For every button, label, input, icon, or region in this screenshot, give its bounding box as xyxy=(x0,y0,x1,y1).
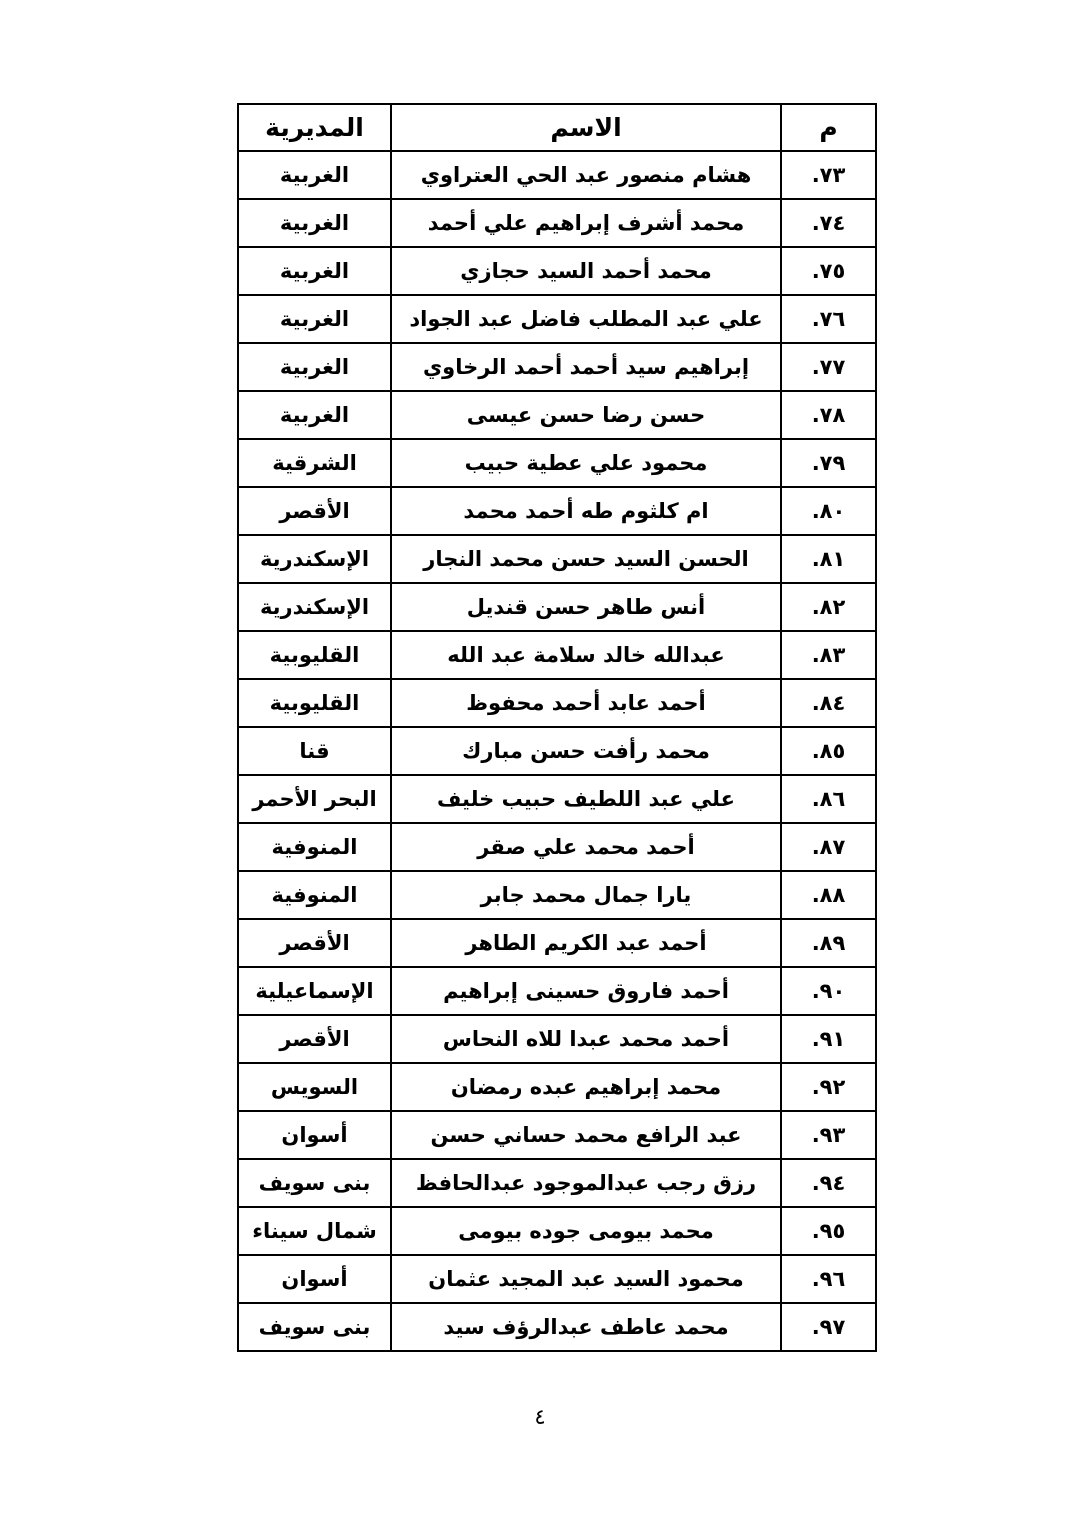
serial-cell: ٩٢. xyxy=(781,1063,876,1111)
name-cell: علي عبد اللطيف حبيب خليف xyxy=(391,775,781,823)
name-cell: أحمد عبد الكريم الطاهر xyxy=(391,919,781,967)
serial-cell: ٨٢. xyxy=(781,583,876,631)
table-row xyxy=(238,391,876,439)
directorate-cell: السويس xyxy=(238,1063,391,1111)
name-cell: محمد رأفت حسن مبارك xyxy=(391,727,781,775)
table-row xyxy=(238,343,876,391)
name-cell: أحمد محمد عبدا للاه النحاس xyxy=(391,1015,781,1063)
header-serial: م xyxy=(781,104,876,151)
name-cell: علي عبد المطلب فاضل عبد الجواد xyxy=(391,295,781,343)
directorate-cell: الأقصر xyxy=(238,1015,391,1063)
name-cell: محمد بيومى جوده بيومى xyxy=(391,1207,781,1255)
serial-cell: ٩١. xyxy=(781,1015,876,1063)
name-cell: إبراهيم سيد أحمد أحمد الرخاوي xyxy=(391,343,781,391)
serial-cell: ٨٤. xyxy=(781,679,876,727)
name-cell: أنس طاهر حسن قنديل xyxy=(391,583,781,631)
serial-cell: ٧٧. xyxy=(781,343,876,391)
header-name: الاسم xyxy=(391,104,781,151)
directorate-cell: الغربية xyxy=(238,295,391,343)
table-row xyxy=(238,199,876,247)
directorate-cell: الأقصر xyxy=(238,487,391,535)
table-row xyxy=(238,1159,876,1207)
directorate-cell: القليوبية xyxy=(238,631,391,679)
directorate-cell: الشرقية xyxy=(238,439,391,487)
table-row xyxy=(238,1063,876,1111)
serial-cell: ٧٥. xyxy=(781,247,876,295)
name-cell: محمد أشرف إبراهيم علي أحمد xyxy=(391,199,781,247)
serial-cell: ٨٩. xyxy=(781,919,876,967)
directorate-cell: الأقصر xyxy=(238,919,391,967)
name-cell: محمود علي عطية حبيب xyxy=(391,439,781,487)
directorate-cell: بنى سويف xyxy=(238,1159,391,1207)
header-directorate: المديرية xyxy=(238,104,391,151)
directorate-cell: الغربية xyxy=(238,391,391,439)
directorate-cell: أسوان xyxy=(238,1111,391,1159)
table-row xyxy=(238,775,876,823)
serial-cell: ٧٩. xyxy=(781,439,876,487)
serial-cell: ٨١. xyxy=(781,535,876,583)
serial-cell: ٨٨. xyxy=(781,871,876,919)
name-cell: رزق رجب عبدالموجود عبدالحافظ xyxy=(391,1159,781,1207)
serial-cell: ٧٦. xyxy=(781,295,876,343)
table-row xyxy=(238,919,876,967)
name-cell: عبدالله خالد سلامة عبد الله xyxy=(391,631,781,679)
serial-cell: ٩٦. xyxy=(781,1255,876,1303)
directorate-cell: الغربية xyxy=(238,151,391,199)
directorate-cell: الغربية xyxy=(238,343,391,391)
table-row xyxy=(238,1015,876,1063)
table-row xyxy=(238,295,876,343)
table-row xyxy=(238,1303,876,1351)
serial-cell: ٩٥. xyxy=(781,1207,876,1255)
table-row xyxy=(238,871,876,919)
serial-cell: ٨٠. xyxy=(781,487,876,535)
table-row xyxy=(238,247,876,295)
table-row xyxy=(238,439,876,487)
serial-cell: ٩٠. xyxy=(781,967,876,1015)
directorate-cell: المنوفية xyxy=(238,871,391,919)
page-number: ٤ xyxy=(534,1405,546,1429)
directorate-cell: الغربية xyxy=(238,247,391,295)
name-cell: محمد إبراهيم عبده رمضان xyxy=(391,1063,781,1111)
serial-cell: ٨٧. xyxy=(781,823,876,871)
directorate-cell: الإسكندرية xyxy=(238,583,391,631)
serial-cell: ٧٣. xyxy=(781,151,876,199)
name-cell: عبد الرافع محمد حساني حسن xyxy=(391,1111,781,1159)
name-cell: يارا جمال محمد جابر xyxy=(391,871,781,919)
directorate-cell: قنا xyxy=(238,727,391,775)
directorate-cell: الغربية xyxy=(238,199,391,247)
table-row xyxy=(238,1111,876,1159)
table-row xyxy=(238,1255,876,1303)
table-row xyxy=(238,631,876,679)
name-cell: ام كلثوم طه أحمد محمد xyxy=(391,487,781,535)
serial-cell: ٧٤. xyxy=(781,199,876,247)
roster-table xyxy=(237,103,877,1352)
name-cell: أحمد محمد علي صقر xyxy=(391,823,781,871)
name-cell: محمود السيد عبد المجيد عثمان xyxy=(391,1255,781,1303)
table-row xyxy=(238,823,876,871)
table-row xyxy=(238,583,876,631)
serial-cell: ٩٣. xyxy=(781,1111,876,1159)
table-row xyxy=(238,1207,876,1255)
serial-cell: ٨٦. xyxy=(781,775,876,823)
directorate-cell: المنوفية xyxy=(238,823,391,871)
table-row xyxy=(238,151,876,199)
directorate-cell: أسوان xyxy=(238,1255,391,1303)
directorate-cell: بنى سويف xyxy=(238,1303,391,1351)
directorate-cell: الإسماعيلية xyxy=(238,967,391,1015)
directorate-cell: القليوبية xyxy=(238,679,391,727)
name-cell: أحمد عابد أحمد محفوظ xyxy=(391,679,781,727)
table-row xyxy=(238,679,876,727)
serial-cell: ٩٧. xyxy=(781,1303,876,1351)
table-row xyxy=(238,967,876,1015)
serial-cell: ٧٨. xyxy=(781,391,876,439)
table-row xyxy=(238,487,876,535)
serial-cell: ٩٤. xyxy=(781,1159,876,1207)
name-cell: أحمد فاروق حسينى إبراهيم xyxy=(391,967,781,1015)
serial-cell: ٨٣. xyxy=(781,631,876,679)
name-cell: هشام منصور عبد الحي العتراوي xyxy=(391,151,781,199)
name-cell: محمد عاطف عبدالرؤف سيد xyxy=(391,1303,781,1351)
name-cell: محمد أحمد السيد حجازي xyxy=(391,247,781,295)
directorate-cell: البحر الأحمر xyxy=(238,775,391,823)
directorate-cell: شمال سيناء xyxy=(238,1207,391,1255)
table-header-row xyxy=(238,104,876,151)
table-body xyxy=(238,151,876,1351)
table-row xyxy=(238,727,876,775)
name-cell: حسن رضا حسن عيسى xyxy=(391,391,781,439)
directorate-cell: الإسكندرية xyxy=(238,535,391,583)
serial-cell: ٨٥. xyxy=(781,727,876,775)
table-row xyxy=(238,535,876,583)
name-cell: الحسن السيد حسن محمد النجار xyxy=(391,535,781,583)
